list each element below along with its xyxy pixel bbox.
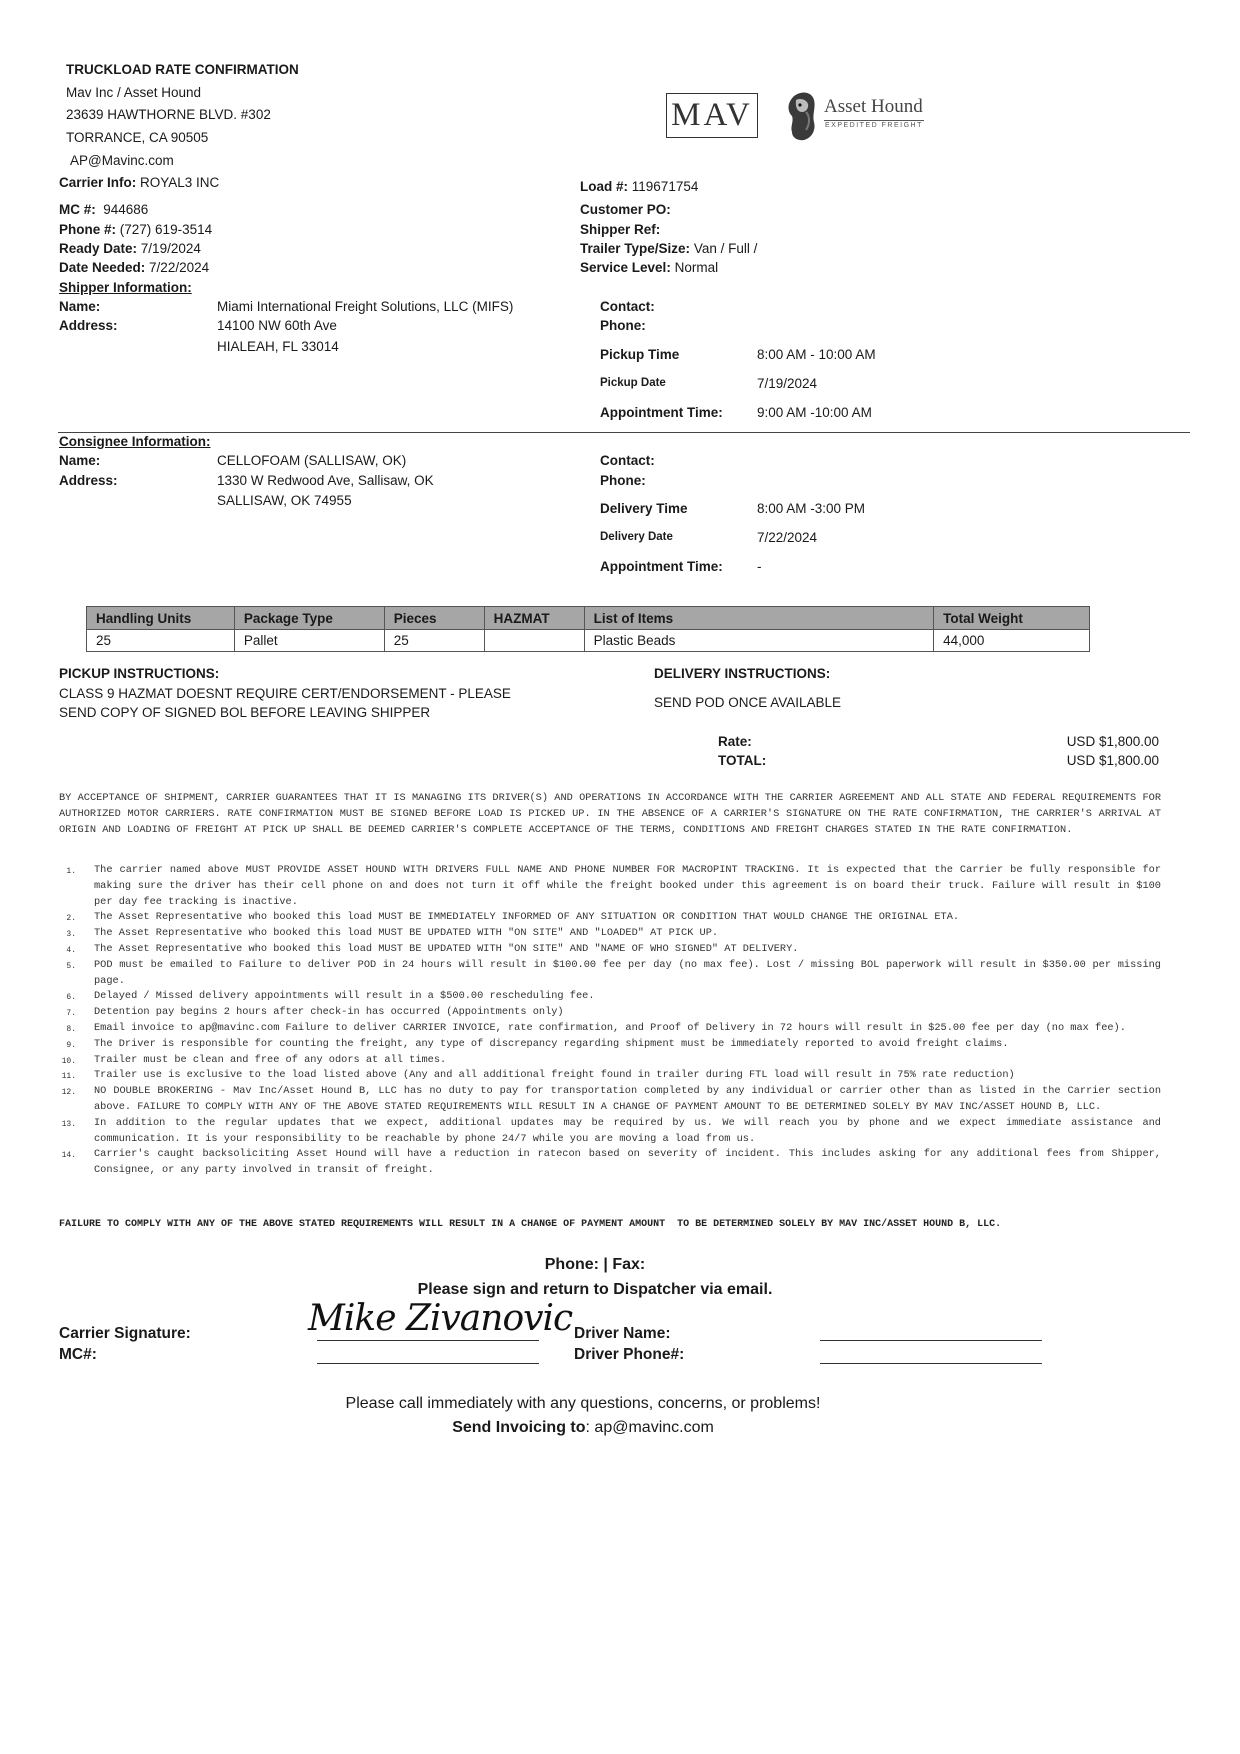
list-item: 13. In addition to the regular updates that we expect, additional updates may be required by us. We will reach you by phone and we expect immediate assistance and communication. It is your responsibility to be reachable by phone 24/7 while you are moving a load from us. [61, 1116, 1161, 1145]
consignee-heading: Consignee Information: [59, 434, 211, 449]
pickup-instructions-line1: CLASS 9 HAZMAT DOESNT REQUIRE CERT/ENDORSEMENT - PLEASE [59, 686, 511, 701]
carrier-signature: Mike Zivanovic [308, 1298, 573, 1339]
terms-list [59, 863, 1161, 1179]
carrier-mc: MC #: 944686 [59, 202, 149, 217]
table-cell: 44,000 [934, 630, 1090, 652]
sign-instruction: Please sign and return to Dispatcher via email. [417, 1281, 773, 1298]
items-table [86, 606, 1090, 652]
pickup-time: 8:00 AM - 10:00 AM [757, 347, 876, 362]
table-cell: Pallet [234, 630, 384, 652]
list-item: 1. The carrier named above MUST PROVIDE ASSET HOUND WITH DRIVERS FULL NAME AND PHONE NUMBER FOR MACROPINT TRACKING. It is expected that the Carrier be fully responsible for making sure the driver has their cell phone on and does not turn it off while the freight booked under this agreement is on board their truck. Failure will result in $100 per day fee tracking is inactive. [66, 864, 1161, 908]
legal-statement: BY ACCEPTANCE OF SHIPMENT, CARRIER GUARANTEES THAT IT IS MANAGING ITS DRIVER(S) AND OPERATIONS IN ACCORDANCE WITH THE CARRIER AGREEMENT AND ALL STATE AND FEDERAL REQUIREMENTS FOR AUTHORIZED MOTOR CARRIERS. RATE CONFIRMATION MUST BE SIGNED BEFORE LOAD IS PICKED UP. IN THE ABSENCE OF A CARRIER'S SIGNATURE ON THE RATE CONFIRMATION, THE CARRIER'S ARRIVAL AT ORIGIN AND LOADING OF FREIGHT AT PICK UP SHALL BE DEEMED CARRIER'S COMPLETE ACCEPTANCE OF THE TERMS, CONDITIONS AND FREIGHT CHARGES STATED IN THE RATE CONFIRMATION. [59, 792, 1161, 836]
carrier-mc-line [317, 1363, 539, 1364]
mav-logo: MAV [666, 93, 758, 138]
rate-label: Rate: [718, 734, 752, 749]
delivery-date-label: Delivery Date [600, 531, 673, 543]
column-header: Pieces [384, 607, 484, 630]
delivery-instructions: SEND POD ONCE AVAILABLE [654, 695, 842, 710]
section-divider [58, 432, 1190, 433]
ready-date: Ready Date: 7/19/2024 [59, 241, 201, 256]
list-item: 14. Carrier's caught backsoliciting Asset Hound will have a reduction in ratecon based on severity of incident. This includes asking for any additional fees from Shipper, Consignee, or any party involved in transit of freight. [61, 1148, 1161, 1177]
column-header: Handling Units [87, 607, 235, 630]
consignee-appointment-label: Appointment Time: [600, 559, 723, 574]
company-name: Mav Inc / Asset Hound [66, 85, 202, 100]
shipper-appointment-label: Appointment Time: [600, 405, 723, 420]
pickup-instructions-heading: PICKUP INSTRUCTIONS: [59, 666, 220, 681]
list-item: 2. The Asset Representative who booked this load MUST BE IMMEDIATELY INFORMED OF ANY SITUATION OR CONDITION THAT WOULD CHANGE THE ORIGINAL ETA. [66, 911, 960, 924]
delivery-date: 7/22/2024 [757, 530, 818, 545]
consignee-name: CELLOFOAM (SALLISAW, OK) [217, 453, 407, 468]
customer-po: Customer PO: [580, 202, 671, 217]
pickup-date-label: Pickup Date [600, 377, 666, 389]
delivery-time-label: Delivery Time [600, 501, 688, 516]
document-title: TRUCKLOAD RATE CONFIRMATION [66, 62, 299, 77]
delivery-instructions-heading: DELIVERY INSTRUCTIONS: [654, 666, 831, 681]
list-item: 4. The Asset Representative who booked this load MUST BE UPDATED WITH "ON SITE" AND "NAME OF WHO SIGNED" AT DELIVERY. [66, 942, 799, 955]
service-level: Service Level: Normal [580, 260, 719, 275]
carrier-mc-label: MC#: [59, 1346, 97, 1363]
consignee-appointment-time: - [757, 559, 762, 574]
shipper-address-line1: 14100 NW 60th Ave [217, 318, 337, 333]
table-header-row [87, 607, 1090, 630]
date-needed: Date Needed: 7/22/2024 [59, 260, 210, 275]
table-cell: 25 [87, 630, 235, 652]
invoicing-note: Send Invoicing to: ap@mavinc.com [452, 1419, 714, 1436]
shipper-name: Miami International Freight Solutions, LLC (MIFS) [217, 299, 514, 314]
shipper-heading: Shipper Information: [59, 280, 192, 295]
driver-name-line [820, 1340, 1042, 1341]
driver-phone-line [820, 1363, 1042, 1364]
list-item: 8. Email invoice to ap@mavinc.com Failure to deliver CARRIER INVOICE, rate confirmation, and Proof of Delivery in 72 hours will result in $25.00 fee per day (no max fee). [66, 1021, 1126, 1034]
trailer-type: Trailer Type/Size: Van / Full / [580, 241, 758, 256]
driver-name-label: Driver Name: [574, 1325, 671, 1342]
delivery-time: 8:00 AM -3:00 PM [757, 501, 866, 516]
list-item: 12. NO DOUBLE BROKERING - Mav Inc/Asset Hound B, LLC has no duty to pay for transportation completed by any individual or carrier other than as listed in the Carrier section above. FAILURE TO COMPLY WITH ANY OF THE ABOVE STATED REQUIREMENTS WILL RESULT IN A CHANGE OF PAYMENT AMOUNT TO BE DETERMINED SOLELY BY MAV INC/ASSET HOUND B, LLC. [61, 1085, 1161, 1113]
consignee-address-label: Address: [59, 473, 118, 488]
list-item: 7. Detention pay begins 2 hours after check-in has occurred (Appointments only) [66, 1006, 564, 1019]
consignee-phone-label: Phone: [600, 473, 646, 488]
list-item: 5. POD must be emailed to Failure to deliver POD in 24 hours will result in $100.00 fee per day (no max fee). Lost / missing BOL paperwork will result in $350.00 per missing page. [66, 958, 1161, 987]
column-header: List of Items [584, 607, 934, 630]
company-email: AP@Mavinc.com [70, 153, 174, 168]
table-cell: Plastic Beads [584, 630, 934, 652]
table-cell: 25 [384, 630, 484, 652]
shipper-contact-label: Contact: [600, 299, 655, 314]
carrier-signature-label: Carrier Signature: [59, 1325, 191, 1342]
driver-phone-label: Driver Phone#: [574, 1346, 685, 1363]
carrier-phone: Phone #: (727) 619-3514 [59, 222, 213, 237]
pickup-time-label: Pickup Time [600, 347, 680, 362]
company-address-line1: 23639 HAWTHORNE BLVD. #302 [66, 107, 271, 122]
hound-icon [782, 90, 822, 142]
shipper-name-label: Name: [59, 299, 101, 314]
contact-note: Please call immediately with any questions, concerns, or problems! [345, 1395, 821, 1412]
asset-hound-logo [782, 90, 937, 142]
consignee-name-label: Name: [59, 453, 101, 468]
pickup-instructions-line2: SEND COPY OF SIGNED BOL BEFORE LEAVING SHIPPER [59, 705, 431, 720]
table-cell [484, 630, 584, 652]
carrier-signature-line [317, 1340, 539, 1341]
table-row [87, 630, 1090, 652]
pickup-date: 7/19/2024 [757, 376, 818, 391]
consignee-address-line1: 1330 W Redwood Ave, Sallisaw, OK [217, 473, 434, 488]
total-value: USD $1,800.00 [1066, 753, 1159, 768]
consignee-address-line2: SALLISAW, OK 74955 [217, 493, 352, 508]
shipper-ref: Shipper Ref: [580, 222, 661, 237]
asset-hound-logo-tagline: EXPEDITED FREIGHT [825, 122, 923, 129]
carrier-info: Carrier Info: ROYAL3 INC [59, 175, 220, 190]
column-header: Total Weight [934, 607, 1090, 630]
list-item: 9. The Driver is responsible for counting the freight, any type of discrepancy regarding shipment must be immediately reported to avoid freight claims. [66, 1037, 1009, 1050]
list-item: 3. The Asset Representative who booked this load MUST BE UPDATED WITH "ON SITE" AND "LOADED" AT PICK UP. [66, 927, 719, 940]
shipper-address-line2: HIALEAH, FL 33014 [217, 339, 339, 354]
list-item: 11. Trailer use is exclusive to the load listed above (Any and all additional freight found in trailer during FTL load will result in 75% rate reduction) [61, 1069, 1015, 1082]
load-number: Load #: 119671754 [580, 179, 699, 194]
shipper-phone-label: Phone: [600, 318, 646, 333]
shipper-appointment-time: 9:00 AM -10:00 AM [757, 405, 872, 420]
list-item: 6. Delayed / Missed delivery appointments will result in a $500.00 rescheduling fee. [66, 990, 595, 1003]
phone-fax: Phone: | Fax: [544, 1256, 646, 1273]
company-address-line2: TORRANCE, CA 90505 [66, 130, 209, 145]
column-header: Package Type [234, 607, 384, 630]
asset-hound-logo-name: Asset Hound [824, 96, 923, 117]
total-label: TOTAL: [718, 753, 767, 768]
list-item: 10. Trailer must be clean and free of any odors at all times. [61, 1053, 447, 1066]
rate-value: USD $1,800.00 [1066, 734, 1159, 749]
shipper-address-label: Address: [59, 318, 118, 333]
consignee-contact-label: Contact: [600, 453, 655, 468]
compliance-warning: FAILURE TO COMPLY WITH ANY OF THE ABOVE STATED REQUIREMENTS WILL RESULT IN A CHANGE OF PAYMENT AMOUNT TO BE DETERMINED SOLELY BY MAV INC/ASSET HOUND B, LLC. [59, 1219, 1002, 1230]
column-header: HAZMAT [484, 607, 584, 630]
